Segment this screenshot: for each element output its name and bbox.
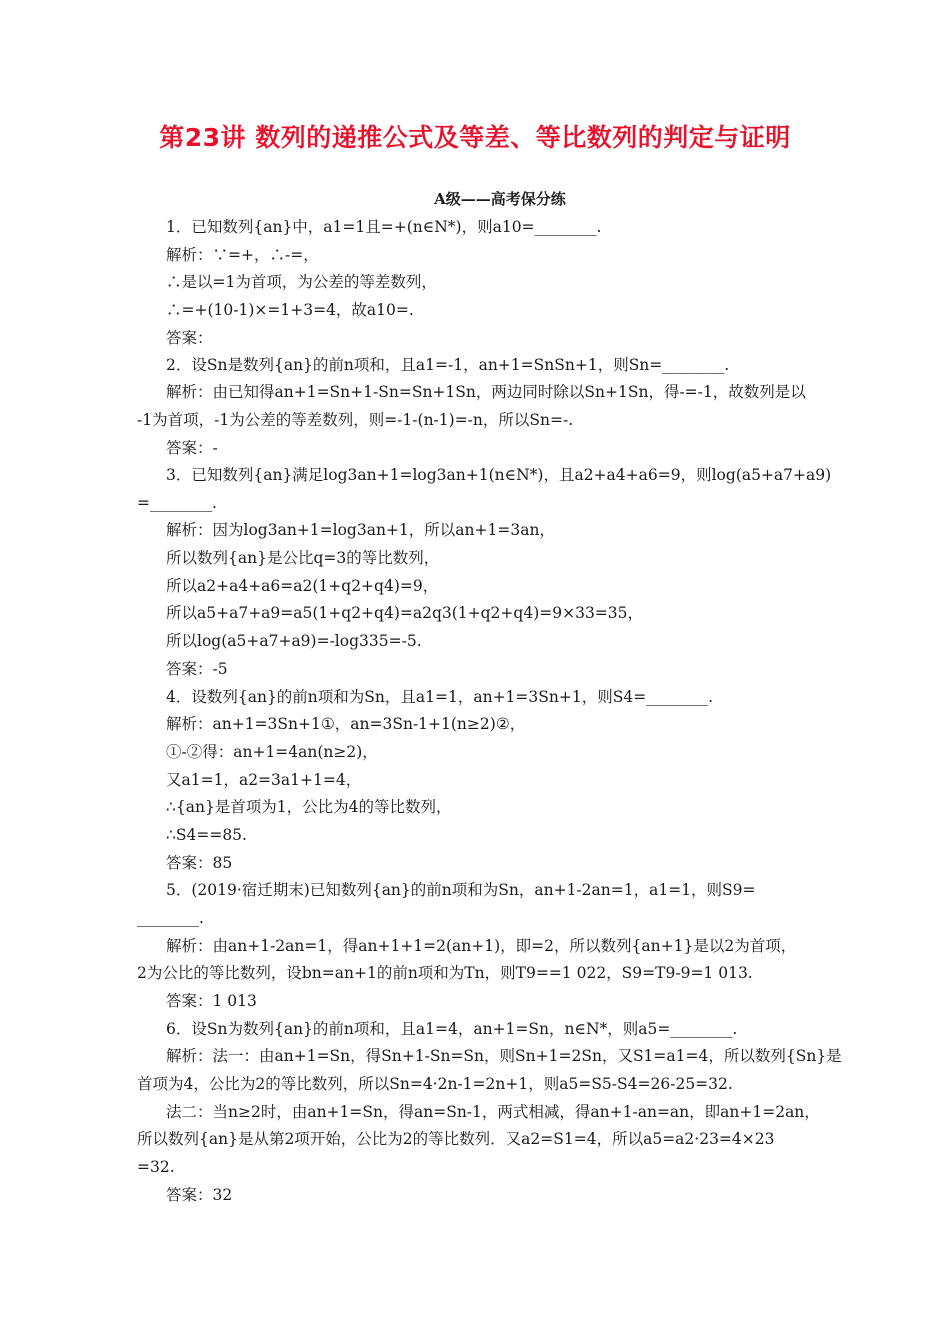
problem-5-solution-1: 解析：由an+1-2an=1，得an+1+1=2(an+1)，即=2，所以数列{an+1}是以2为首项， <box>166 937 797 955</box>
problem-6-question: 6．设Sn为数列{an}的前n项和，且a1=4，an+1=Sn，n∈N*，则a5=________. <box>166 1020 738 1038</box>
problem-6-method2-2: 所以数列{an}是从第2项开始，公比为2的等比数列．又a2=S1=4，所以a5=a2·23=4×23 <box>137 1130 775 1148</box>
problem-5-solution-2: 2为公比的等比数列，设bn=an+1的前n项和为Tn，则T9==1 022，S9=T9-9=1 013. <box>137 964 753 982</box>
problem-4-solution-3: 又a1=1，a2=3a1+1=4， <box>166 771 362 789</box>
problem-1-answer: 答案： <box>166 329 213 347</box>
problem-4-answer: 答案：85 <box>166 854 233 872</box>
problem-1-solution-3: ∴=+(10-1)×=1+3=4，故a10=. <box>166 301 414 319</box>
problem-3-solution-2: 所以数列{an}是公比q=3的等比数列， <box>166 549 440 567</box>
problem-6-method1-1: 解析：法一：由an+1=Sn，得Sn+1-Sn=Sn，则Sn+1=2Sn，又S1=a1=4，所以数列{Sn}是 <box>166 1047 842 1065</box>
problem-3-answer: 答案：-5 <box>166 660 228 678</box>
problem-1-solution-1: 解析：∵=+，∴-=， <box>166 246 319 264</box>
problem-6-answer: 答案：32 <box>166 1186 233 1204</box>
problem-3-solution-1: 解析：因为log3an+1=log3an+1，所以an+1=3an， <box>166 521 555 539</box>
section-heading: A级——高考保分练 <box>434 190 566 208</box>
problem-3-question-2: =________. <box>137 494 217 512</box>
problem-3-solution-5: 所以log(a5+a7+a9)=-log335=-5. <box>166 632 422 650</box>
problem-4-solution-2: ①-②得：an+1=4an(n≥2)， <box>166 743 378 761</box>
page-title: 第23讲 数列的递推公式及等差、等比数列的判定与证明 <box>159 123 791 152</box>
problem-2-question: 2．设Sn是数列{an}的前n项和，且a1=-1，an+1=SnSn+1，则Sn=________. <box>166 356 730 374</box>
problem-6-method1-2: 首项为4，公比为2的等比数列，所以Sn=4·2n-1=2n+1，则a5=S5-S4=26-25=32. <box>137 1075 733 1093</box>
problem-5-question-1: 5．(2019·宿迁期末)已知数列{an}的前n项和为Sn，an+1-2an=1，a1=1，则S9= <box>166 881 756 899</box>
problem-5-answer: 答案：1 013 <box>166 992 257 1010</box>
problem-2-solution-2: -1为首项，-1为公差的等差数列，则=-1-(n-1)=-n，所以Sn=-. <box>137 411 574 429</box>
problem-4-solution-5: ∴S4==85. <box>166 826 247 844</box>
problem-6-method2-3: =32. <box>137 1158 175 1176</box>
problem-3-solution-3: 所以a2+a4+a6=a2(1+q2+q4)=9， <box>166 577 439 595</box>
problem-4-question: 4．设数列{an}的前n项和为Sn，且a1=1，an+1=3Sn+1，则S4=________. <box>166 688 714 706</box>
problem-1-question: 1．已知数列{an}中，a1=1且=+(n∈N*)，则a10=________. <box>166 218 602 236</box>
problem-4-solution-1: 解析：an+1=3Sn+1①，an=3Sn-1+1(n≥2)②， <box>166 715 526 733</box>
problem-4-solution-4: ∴{an}是首项为1，公比为4的等比数列， <box>166 798 452 816</box>
problem-3-question-1: 3．已知数列{an}满足log3an+1=log3an+1(n∈N*)，且a2+a4+a6=9，则log(a5+a7+a9) <box>166 466 832 484</box>
problem-1-solution-2: ∴是以=1为首项，为公差的等差数列， <box>166 273 437 291</box>
problem-5-question-2: ________. <box>137 909 204 927</box>
problem-3-solution-4: 所以a5+a7+a9=a5(1+q2+q4)=a2q3(1+q2+q4)=9×33=35， <box>166 604 644 622</box>
problem-2-solution-1: 解析：由已知得an+1=Sn+1-Sn=Sn+1Sn，两边同时除以Sn+1Sn，得-=-1，故数列是以 <box>166 383 806 401</box>
problem-2-answer: 答案：- <box>166 439 218 457</box>
problem-6-method2-1: 法二：当n≥2时，由an+1=Sn，得an=Sn-1，两式相减，得an+1-an=an，即an+1=2an， <box>166 1103 820 1121</box>
